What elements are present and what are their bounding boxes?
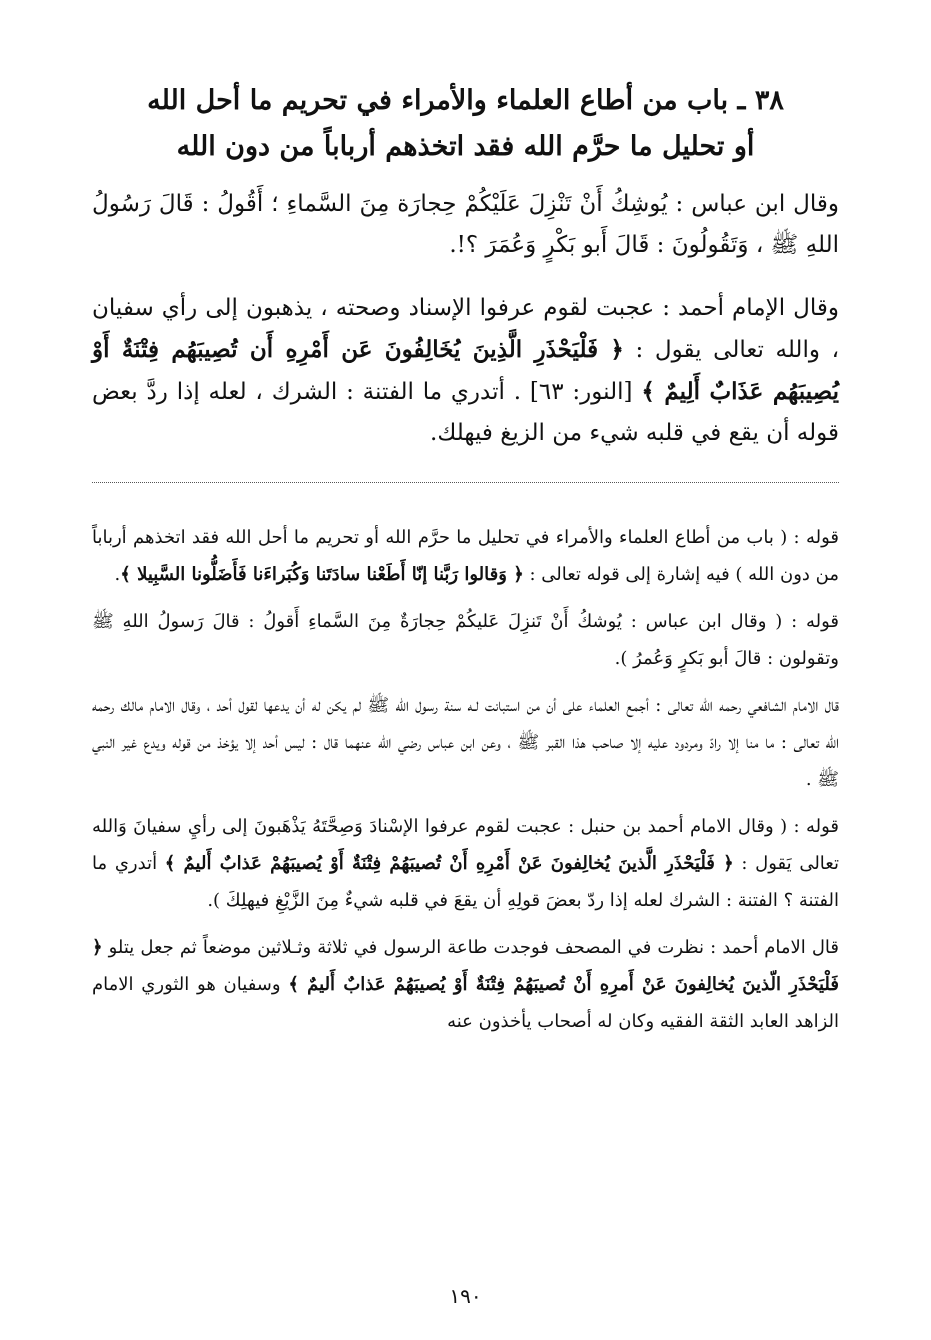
main-paragraph-imam-ahmad xyxy=(92,288,839,454)
main-paragraph-imam-ahmad-text-b: [النور: ٦٣] . أتدري ما الفتنة : الشرك ، لعله إذا ردَّ بعض قوله أن يقع في قلبه شيء من الزيغ فيهلك. xyxy=(92,379,839,446)
quran-verse-an-nur-63-note: ﴿ فَلْيَحْذَرِ الَّذينَ يُخالِفونَ عَنْ أَمْرِهِ أَنْ تُصيبَهُمْ فِتْنَةٌ أَوْ يُصيبَهُمْ عَذابٌ أَليمٌ ﴾ xyxy=(164,853,734,874)
main-paragraph-ibn-abbas: وقال ابن عباس : يُوشِكُ أَنْ تَنْزِلَ عَلَيْكُمْ حِجارَة مِنَ السَّماءِ ؛ أَقُولُ : قَالَ رَسُولُ اللهِ ﷺ ، وَتَقُولُونَ : قَالَ أَبو بَكْرٍ وَعُمَرَ ؟!. xyxy=(92,191,839,258)
note-chapter-title-text-a: قوله : ( باب من أطاع العلماء والأمراء في تحليل ما حرَّم الله أو تحريم ما أحل الله فقد اتخذهم أرباباً من دون الله ) فيه إشارة إلى قوله تعالى : xyxy=(92,527,839,585)
quran-verse-an-nur-63-recited: ﴿ فَلْيَحْذَرِ الّذينَ يُخالِفونَ عَنْ أَمرِهِ أَنْ تُصيبَهُمْ فِتْنَةٌ أَوْ يُصيبَهُمْ عَذابٌ أَليمٌ ﴾ xyxy=(92,937,839,995)
note-chapter-title xyxy=(92,519,839,593)
note-imam-shafii: قال الامام الشافعي رحمه الله تعالى : أجمع العلماء على أن من استبانت لـه سنة رسول الله ﷺ لم يكن له أن يدعها لقول أحد ، وقال الامام مالك رحمه الله تعالى : ما منا إلا رادّ ومردود عليه إلا صاحب هذا القبر ﷺ ، وعن ابن عباس رضي الله عنهما قال : ليس أحد إلا يؤخذ من قوله ويدع غير النبي ﷺ . xyxy=(92,695,839,790)
main-paragraph-imam-ahmad-text-a: وقال الإمام أحمد : عجبت لقوم عرفوا الإسناد وصحته ، يذهبون إلى رأي سفيان ، والله تعالى يقول : xyxy=(92,295,839,363)
commentary-notes xyxy=(92,519,839,1040)
section-divider xyxy=(92,482,839,483)
note-imam-ahmad-text-a: قوله : ( وقال الامام أحمد بن حنبل : عجبت لقوم عرفوا الإسْنادَ وَصِحَّتَهُ يَذْهَبونَ إلى رأيِ سفيانَ وَالله تعالى يَقول : xyxy=(92,816,839,874)
note-imam-ahmad-text-b: أتدري ما الفتنة ؟ الفتنة : الشرك لعله إذا ردّ بعضَ قولِهِ أن يقعَ في قلبه شيءٌ مِنَ الزَّيْغِ فيهلِكَ ). xyxy=(92,853,839,911)
chapter-title-line-2: أو تحليل ما حرَّم الله فقد اتخذهم أرباباً من دون الله xyxy=(176,131,755,162)
chapter-title xyxy=(92,78,839,170)
note-chapter-title-text-b: . xyxy=(114,564,121,585)
note-imam-ahmad-mushaf-text-b: وسفيان هو الثوري الامام الزاهد العابد الثقة الفقيه وكان له أصحاب يأخذون عنه xyxy=(92,974,839,1032)
main-text xyxy=(92,184,839,454)
note-ibn-abbas: قوله : ( وقال ابن عباس : يُوشكُ أَنْ تَنزِلَ عَليكُمْ حِجارَةٌ مِنَ السَّماءِ أَقولُ : قالَ رَسولُ اللهِ ﷺ وتقولون : قالَ أبو بَكرٍ وَعُمرُ ). xyxy=(92,611,839,669)
note-imam-ahmad-mushaf xyxy=(92,929,839,1040)
chapter-title-line-1: ٣٨ ـ باب من أطاع العلماء والأمراء في تحريم ما أحل الله xyxy=(147,85,784,116)
page-number: ١٩٠ xyxy=(449,1284,482,1308)
quran-verse-al-ahzab: ﴿ وَقالوا رَبَّنا إنّا أَطَعْنا سادَتَنا وَكُبَراءَنا فَأَضَلُّونا السَّبِيلا ﴾ xyxy=(120,564,524,585)
note-imam-ahmad-mushaf-text-a: قال الامام أحمد : نظرت في المصحف فوجدت طاعة الرسول في ثلاثة وثـلاثين موضعاً ثم جعل يتلو xyxy=(102,937,839,958)
note-imam-ahmad xyxy=(92,808,839,919)
quran-verse-an-nur-63: ﴿ فَلْيَحْذَرِ الَّذِينَ يُخَالِفُونَ عَن أَمْرِهِ أَن تُصِيبَهُم فِتْنَةٌ أَوْ يُصِيبَهُم عَذَابٌ أَلِيمٌ ﴾ xyxy=(92,336,840,405)
